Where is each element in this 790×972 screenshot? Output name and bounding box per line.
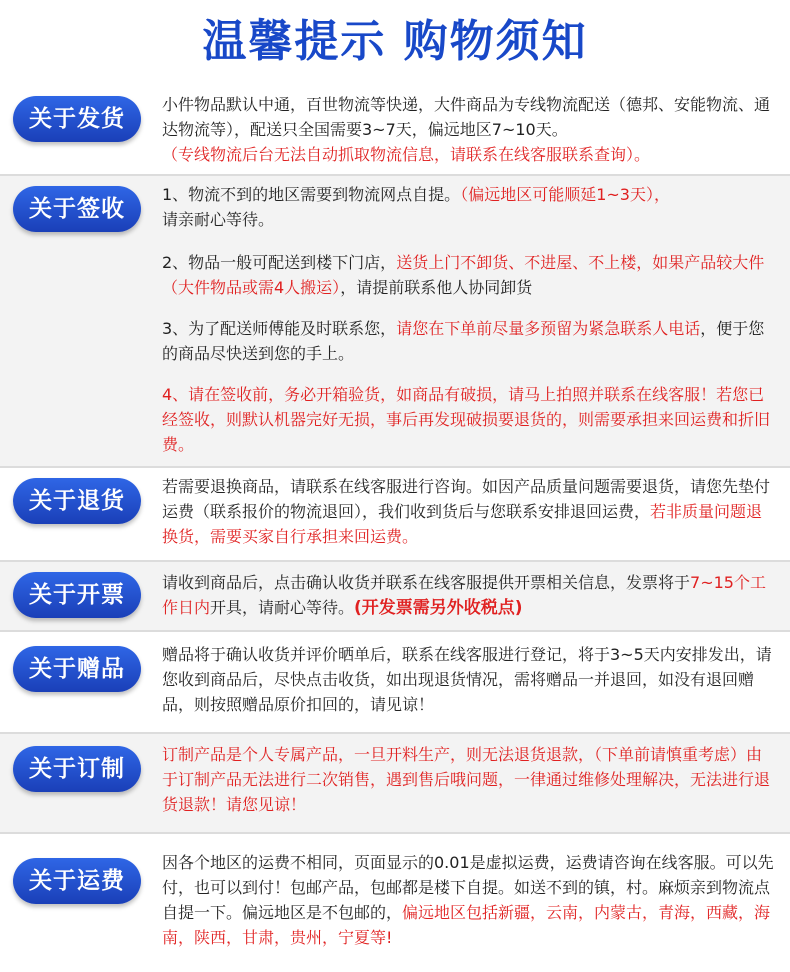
gifts-badge: 关于赠品 — [13, 646, 141, 692]
receipt-item-1-c: 请亲耐心等待。 — [162, 210, 275, 229]
returns-text-main: 若需要退换商品，请联系在线客服进行咨询。如因产品质量问题需要退货，请您先垫付运费（联系报价的物流退回），我们收到货后与您联系安排退回运费， — [162, 477, 771, 521]
returns-text — [162, 474, 774, 549]
invoice-text-b: 开具，请耐心等待。 — [210, 598, 355, 617]
gifts-text: 赠品将于确认收货并评价晒单后，联系在线客服进行登记，将于3~5天内安排发出，请您收到商品后，尽快点击收货，如出现退货情况，需将赠品一并退回，如没有退回赠品，则按照赠品原价扣回的，请见谅！ — [162, 645, 772, 714]
invoice-text-a: 请收到商品后，点击确认收货并联系在线客服提供开票相关信息，发票将于 — [162, 573, 691, 592]
receipt-item-2-b: 送货上门不卸货、不进屋、不上楼，如果产品较大件（大件物品或需4人搬运） — [162, 253, 765, 297]
invoice-text — [162, 570, 774, 621]
section-returns — [0, 468, 790, 560]
page-title: 温馨提示 购物须知 — [202, 16, 588, 67]
freight-text-main: 因各个地区的运费不相同，页面显示的0.01是虚拟运费，运费请咨询在线客服。可以先付，也可以到付！包邮产品，包邮都是楼下自提。如送不到的镇，村。麻烦亲到物流点自提一下。偏远地区是不包邮的， — [162, 853, 774, 922]
section-receipt — [0, 176, 790, 466]
section-freight — [0, 834, 790, 972]
custom-badge: 关于订制 — [13, 746, 141, 792]
invoice-text-period: 7~15个工作日内 — [162, 573, 766, 617]
invoice-badge: 关于开票 — [13, 572, 141, 618]
shipping-text-main: 小件物品默认中通，百世物流等快递，大件商品为专线物流配送（德邦、安能物流、通达物流等），配送只全国需要3~7天，偏远地区7~10天。 — [162, 95, 771, 139]
receipt-item-2 — [162, 250, 774, 300]
section-gifts — [0, 632, 790, 732]
receipt-item-1-b: （偏远地区可能顺延1~3天）， — [460, 185, 670, 204]
receipt-item-4: 4、请在签收前，务必开箱验货，如商品有破损，请马上拍照并联系在线客服！若您已经签收，则默认机器完好无损，事后再发现破损要退货的，则需要承担来回运费和折旧费。 — [162, 385, 771, 454]
shipping-text — [162, 92, 774, 167]
returns-badge: 关于退货 — [13, 478, 141, 524]
returns-text-note: 若非质量问题退换货，需要买家自行承担来回运费。 — [162, 502, 763, 546]
receipt-item-1-a: 1、物流不到的地区需要到物流网点自提。 — [162, 185, 461, 204]
section-shipping — [0, 84, 790, 174]
freight-badge: 关于运费 — [13, 858, 141, 904]
freight-text-remote: 偏远地区包括新疆，云南，内蒙古，青海，西藏，海南，陕西，甘肃，贵州，宁夏等! — [162, 903, 771, 947]
receipt-item-3-c: ，便于您的商品尽快送到您的手上。 — [162, 319, 765, 363]
receipt-item-3 — [162, 316, 774, 366]
shipping-text-note: （专线物流后台无法自动抓取物流信息，请联系在线客服联系查询）。 — [162, 145, 651, 164]
freight-text — [162, 850, 774, 950]
receipt-item-2-a: 2、物品一般可配送到楼下门店， — [162, 253, 397, 272]
receipt-item-2-c: ，请提前联系他人协同卸货 — [340, 278, 533, 297]
section-custom — [0, 734, 790, 832]
receipt-item-3-b: 请您在下单前尽量多预留为紧急联系人电话 — [396, 319, 701, 338]
custom-text: 订制产品是个人专属产品，一旦开料生产，则无法退货退款，（下单前请慎重考虑）由于订制产品无法进行二次销售，遇到售后哦问题，一律通过维修处理解决，无法进行退货退款！请您见谅！ — [162, 745, 771, 814]
receipt-item-3-a: 3、为了配送师傅能及时联系您， — [162, 319, 397, 338]
invoice-text-tax: (开发票需另外收税点) — [354, 598, 523, 618]
section-invoice — [0, 562, 790, 630]
receipt-badge: 关于签收 — [13, 186, 141, 232]
shipping-badge: 关于发货 — [13, 96, 141, 142]
receipt-item-1 — [162, 182, 774, 232]
